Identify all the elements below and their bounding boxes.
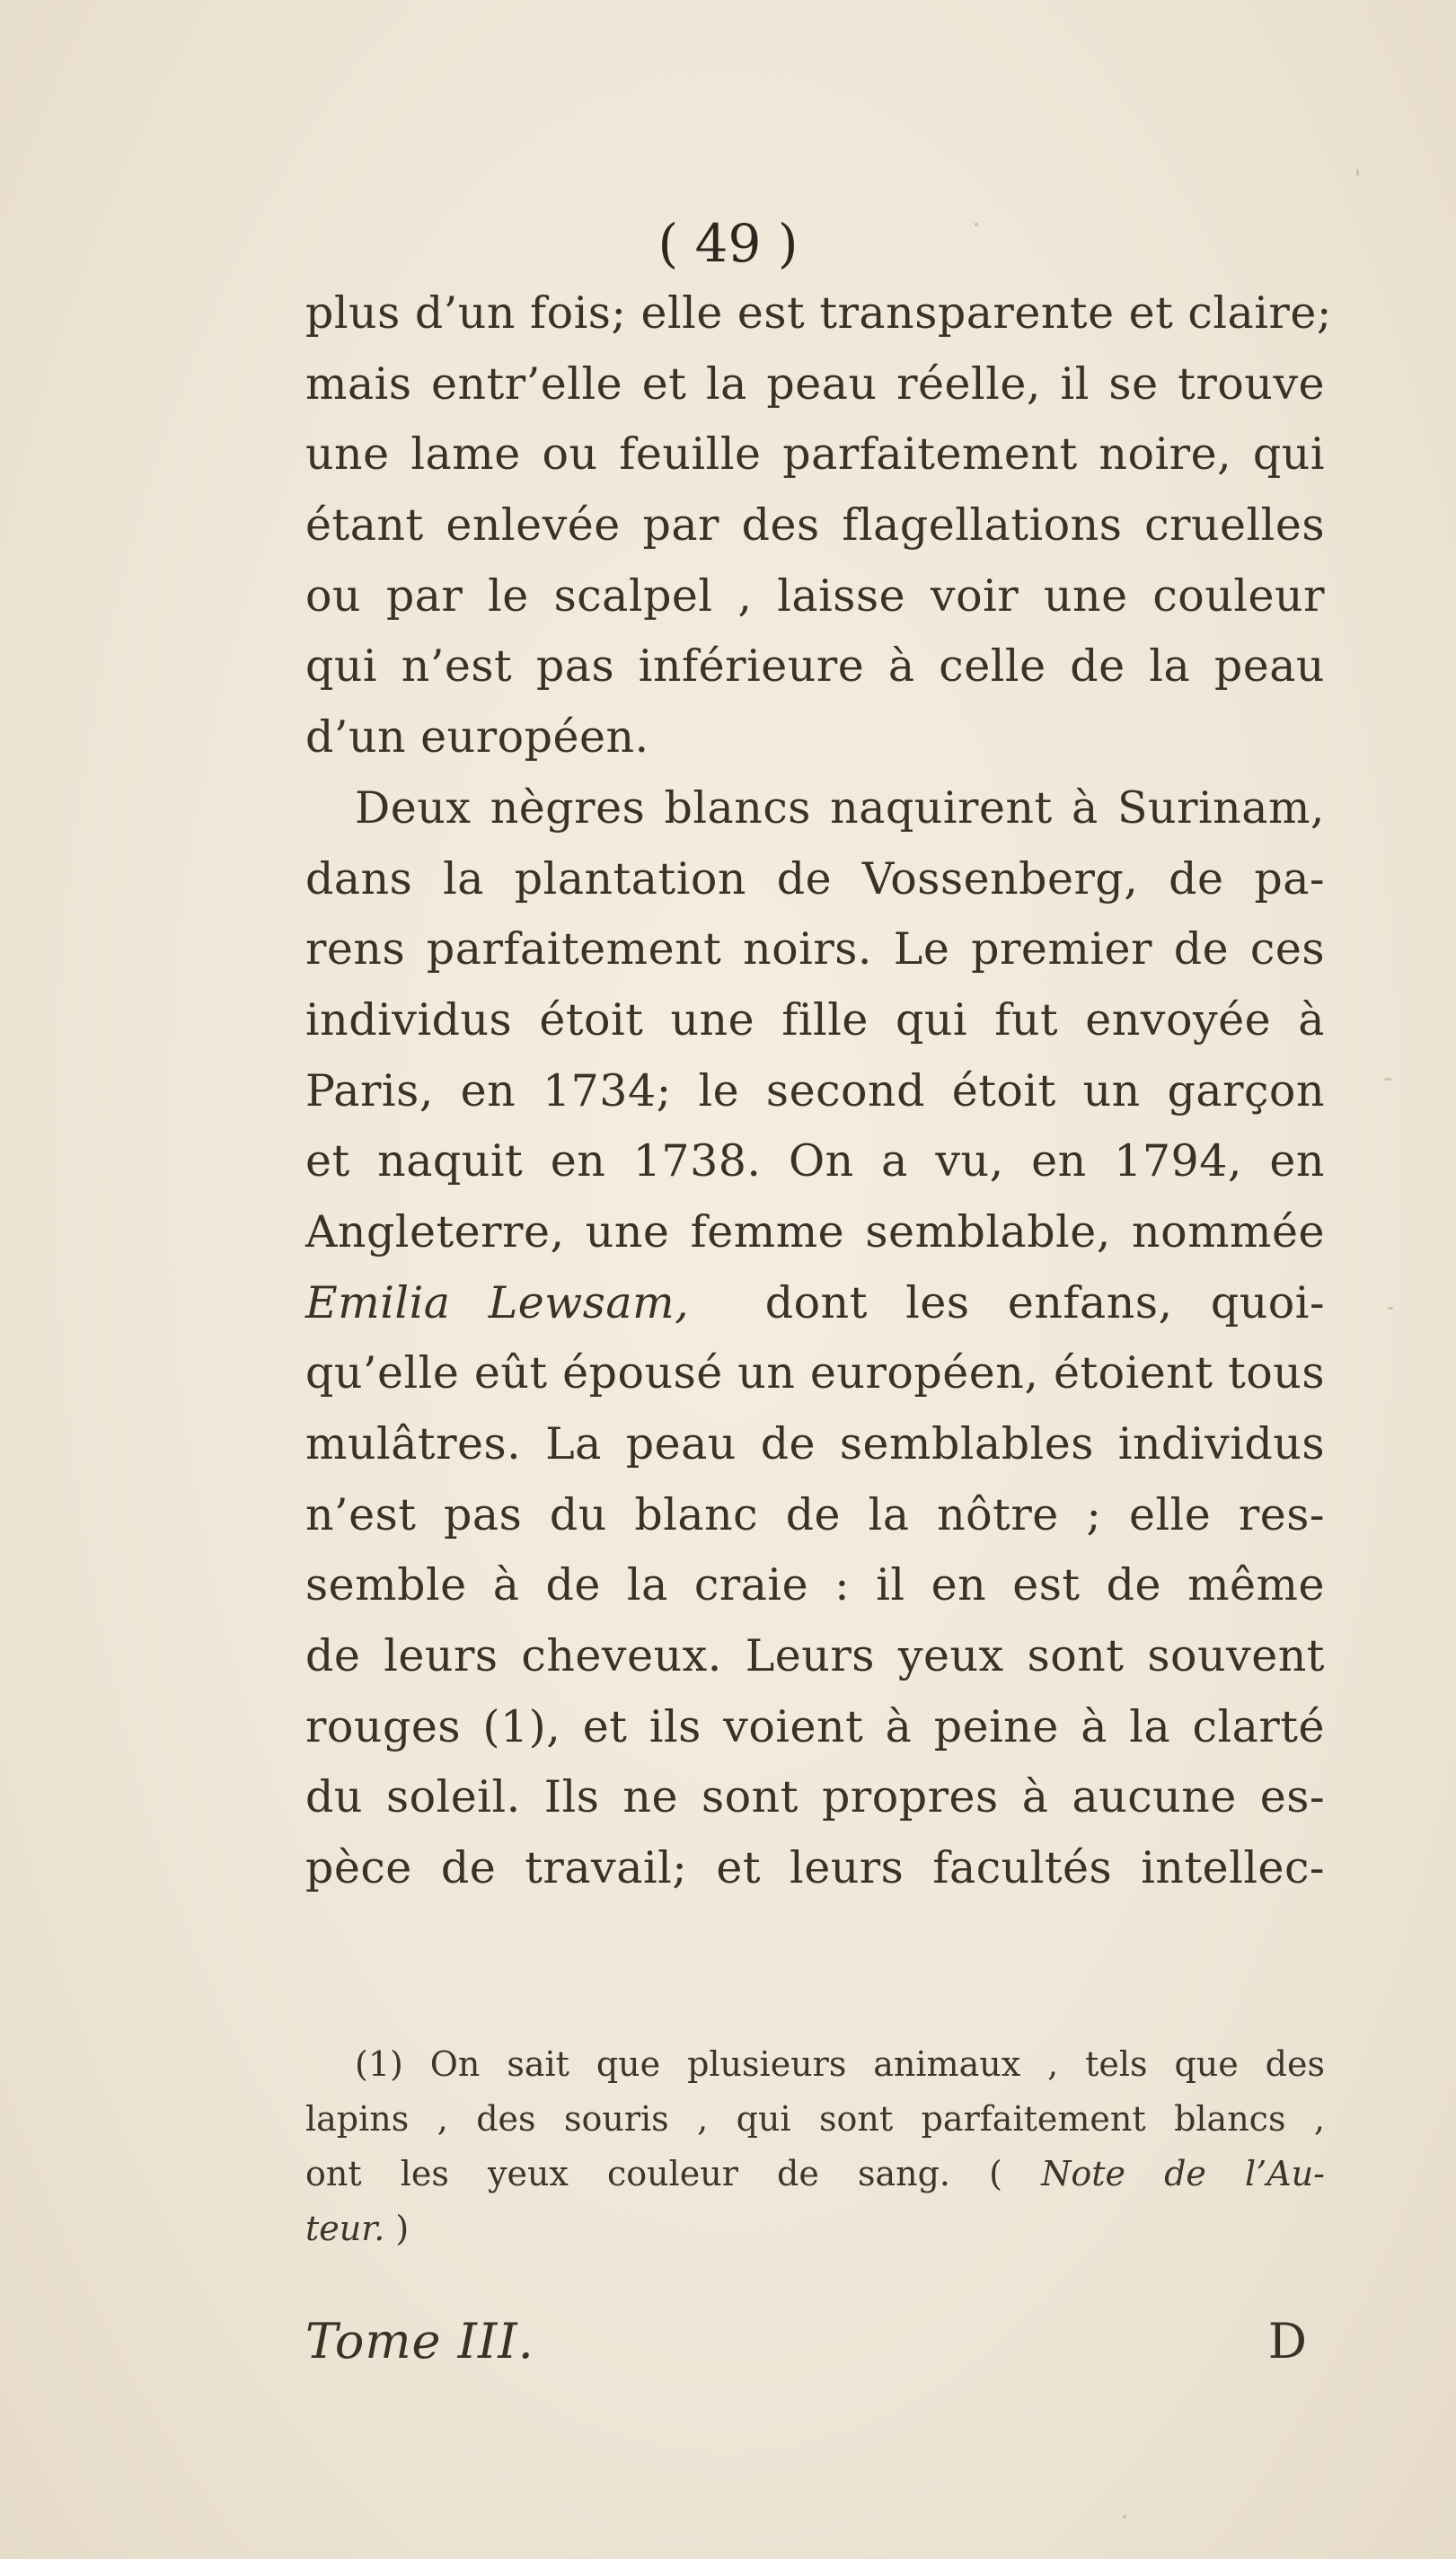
text-line: étant enlevée par des flagellations cruelles <box>305 499 1325 552</box>
main-text <box>305 278 1332 1904</box>
text-line: mais entr’elle et la peau réelle, il se trouve <box>305 357 1325 410</box>
footnote-line: (1) On sait que plusieurs animaux , tels que des <box>355 2044 1325 2084</box>
text-line: Deux nègres blancs naquirent à Surinam, <box>355 781 1325 834</box>
paper-speck <box>975 223 978 226</box>
paper-speck <box>1356 169 1359 176</box>
page-footer <box>305 2313 1325 2376</box>
text-line: individus étoit une fille qui fut envoyée à <box>305 993 1325 1046</box>
paper-speck <box>1383 1078 1392 1081</box>
footnote-italic: teur. <box>305 2209 385 2248</box>
text-line: mulâtres. La peau de semblables individus <box>305 1418 1325 1469</box>
gathering-signature: D <box>1267 2313 1307 2369</box>
text-line: rens parfaitement noirs. Le premier de ces <box>305 923 1325 975</box>
text-line: de leurs cheveux. Leurs yeux sont souvent <box>305 1630 1325 1682</box>
footnote-text: ont les yeux couleur de sang. ( <box>305 2154 1002 2193</box>
text-line: qui n’est pas inférieure à celle de la peau <box>305 640 1325 693</box>
footnote-line <box>305 2147 1325 2202</box>
text-line: ou par le scalpel , laisse voir une couleur <box>305 569 1325 622</box>
italic-name: Emilia Lewsam, <box>305 1276 690 1328</box>
text-line: Angleterre, une femme semblable, nommée <box>305 1205 1325 1257</box>
footnote-line <box>305 2202 1325 2256</box>
text-line: d’un européen. <box>305 711 649 763</box>
text-line: pèce de travail; et leurs facultés intellec- <box>305 1842 1325 1894</box>
text-line: une lame ou feuille parfaitement noire, qui <box>305 428 1325 481</box>
footnote-text: ) <box>395 2209 410 2248</box>
text-line: n’est pas du blanc de la nôtre ; elle res- <box>305 1488 1325 1540</box>
text-line-rest: dont les enfans, quoi- <box>764 1276 1326 1328</box>
text-line-with-name <box>305 1268 1325 1339</box>
text-line: du soleil. Ils ne sont propres à aucune es- <box>305 1771 1325 1823</box>
text-line: et naquit en 1738. On a vu, en 1794, en <box>305 1135 1325 1187</box>
paper-speck <box>1388 1307 1393 1310</box>
volume-signature: Tome III. <box>305 2313 534 2369</box>
text-line: Paris, en 1734; le second étoit un garçon <box>305 1064 1325 1116</box>
paper-speck <box>1123 2515 1126 2519</box>
footnote <box>305 2037 1325 2256</box>
text-line: rouges (1), et ils voient à peine à la clarté <box>305 1700 1325 1752</box>
text-line: plus d’un fois; elle est transparente et claire; <box>305 287 1332 339</box>
text-line: dans la plantation de Vossenberg, de pa- <box>305 852 1325 904</box>
footnote-italic: Note de l’Au- <box>1041 2154 1325 2193</box>
text-line: qu’elle eût épousé un européen, étoient tous <box>305 1347 1325 1399</box>
page-number: ( 49 ) <box>657 213 799 274</box>
footnote-line: lapins , des souris , qui sont parfaitement blancs , <box>305 2099 1325 2139</box>
text-line: semble à de la craie : il en est de même <box>305 1559 1325 1611</box>
